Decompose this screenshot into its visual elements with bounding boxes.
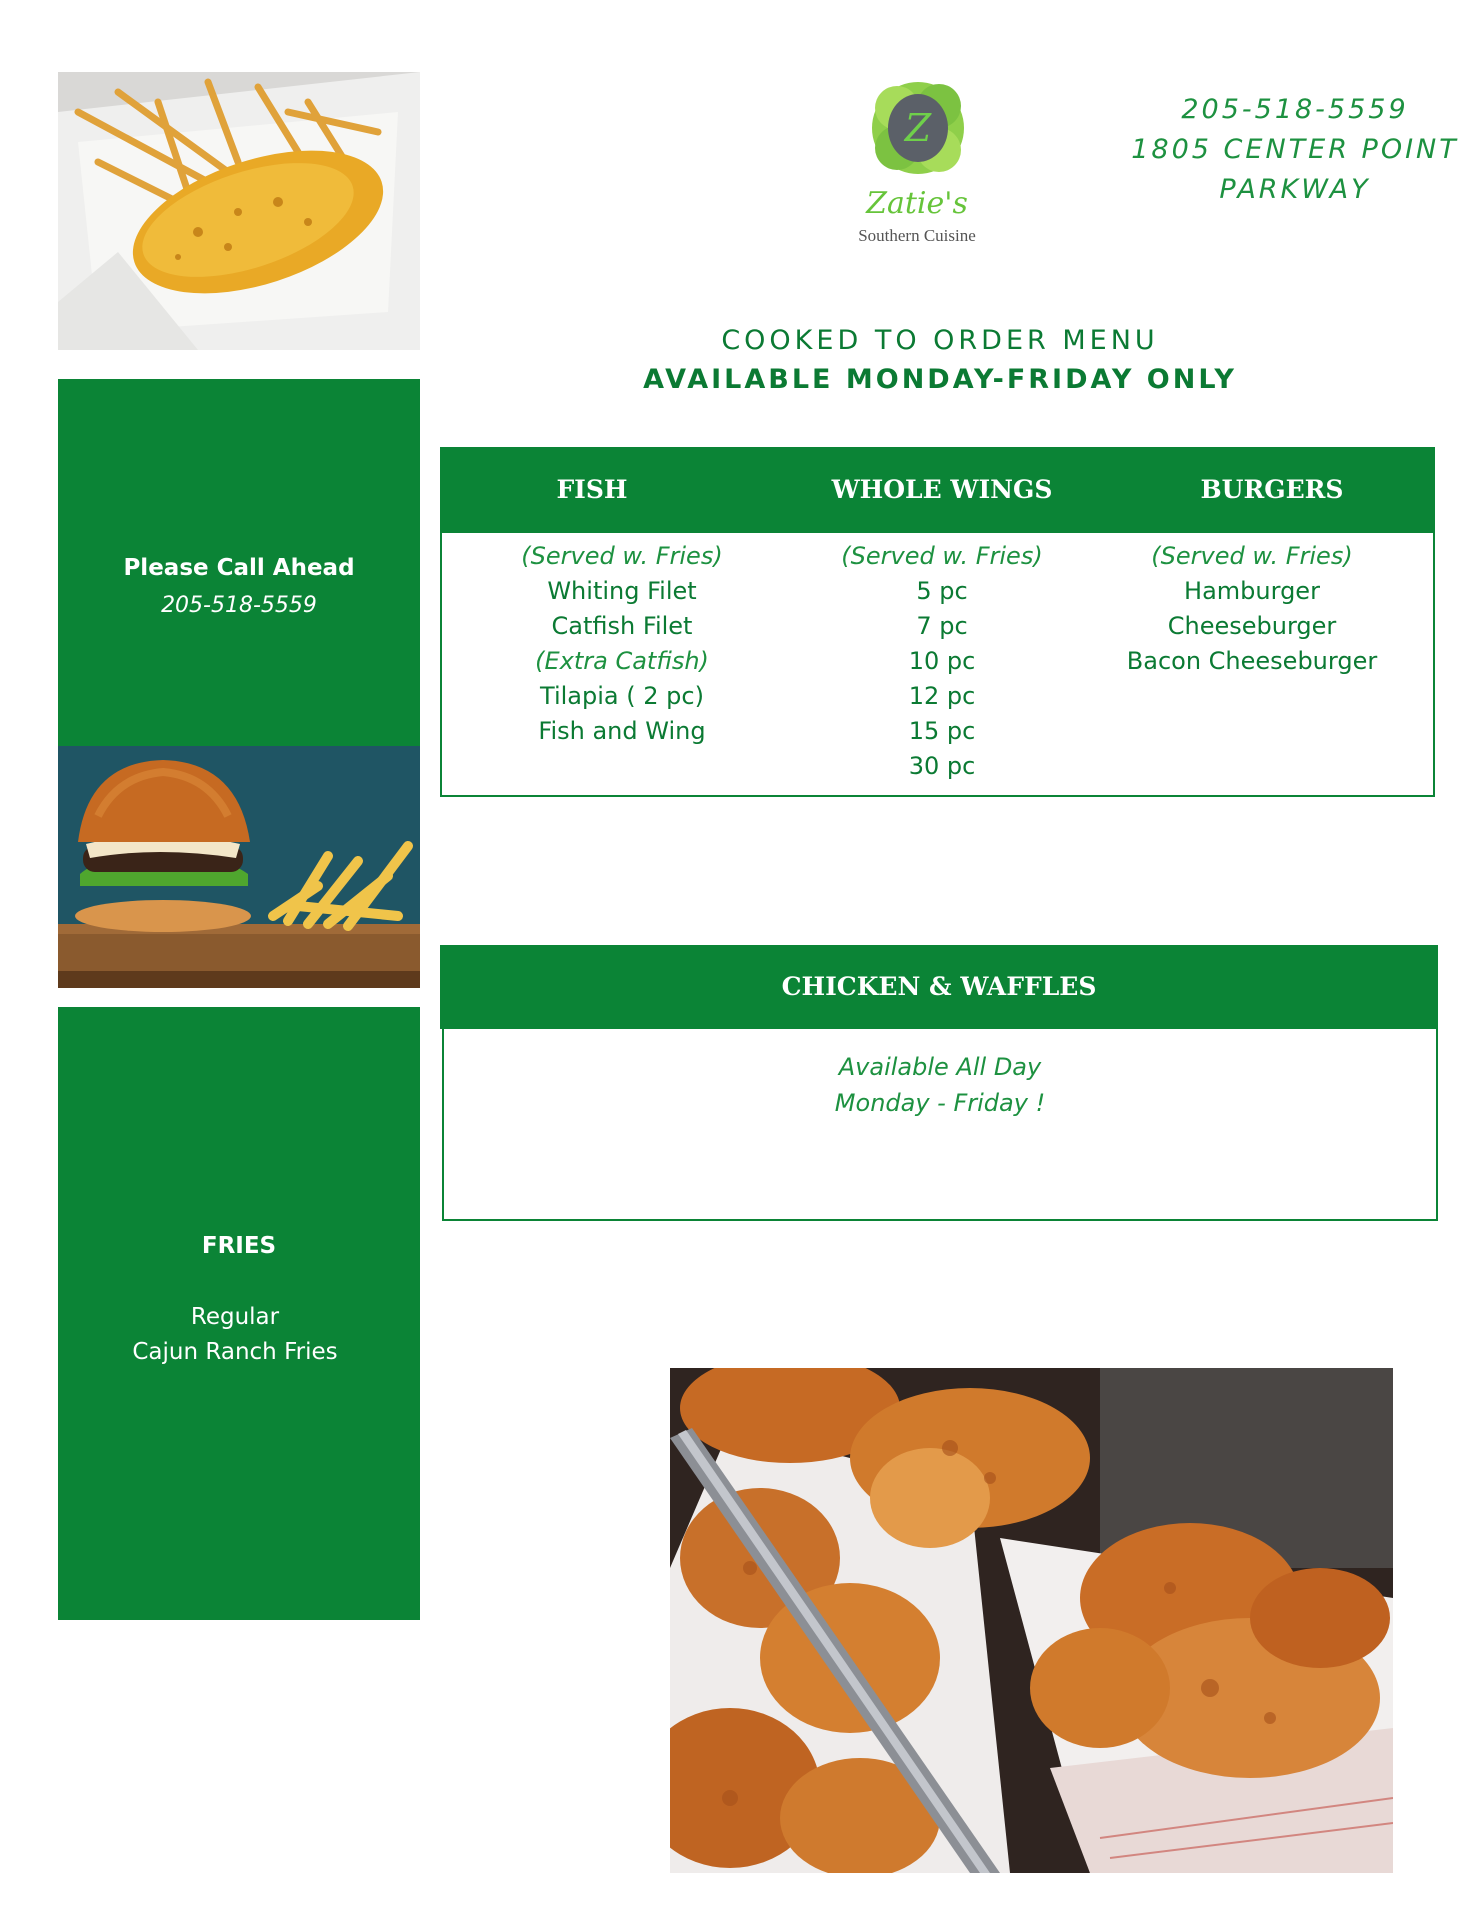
menu-table-header: [442, 449, 1433, 533]
chicken-waffles-line2: Monday - Friday !: [834, 1089, 1046, 1117]
menu-item: Whiting Filet: [547, 577, 697, 605]
menu-availability: AVAILABLE MONDAY-FRIDAY ONLY: [643, 364, 1237, 395]
brand-name: Zatie's: [866, 186, 968, 221]
fish-header: FISH: [556, 475, 628, 504]
burgers-column: [1102, 539, 1402, 679]
fries-panel: [58, 1007, 420, 1620]
menu-item: (Served w. Fries): [1151, 542, 1353, 570]
menu-item: (Extra Catfish): [535, 647, 709, 675]
wings-column: [792, 539, 1092, 784]
menu-item: Bacon Cheeseburger: [1126, 647, 1378, 675]
menu-item: 12 pc: [908, 682, 976, 710]
menu-item: (Served w. Fries): [521, 542, 723, 570]
menu-heading: [440, 325, 1440, 395]
chicken-waffles-line1: Available All Day: [838, 1053, 1042, 1081]
call-ahead-phone: 205-518-5559: [161, 593, 317, 618]
menu-item: Tilapia ( 2 pc): [540, 682, 704, 710]
menu-item: 10 pc: [908, 647, 976, 675]
fish-column: [472, 539, 772, 749]
menu-item: 5 pc: [916, 577, 968, 605]
menu-item: 30 pc: [908, 752, 976, 780]
brand-subtitle: Southern Cuisine: [858, 226, 976, 245]
contact-address-line1: 1805 CENTER POINT: [1131, 134, 1459, 165]
logo-emblem-icon: [867, 78, 969, 178]
contact-phone: 205-518-5559: [1181, 94, 1409, 125]
contact-block: [1110, 90, 1480, 210]
fries-item-cajun: Cajun Ranch Fries: [132, 1339, 338, 1365]
chicken-waffles-body: [442, 1029, 1438, 1221]
menu-item: Cheeseburger: [1167, 612, 1337, 640]
menu-item: 15 pc: [908, 717, 976, 745]
svg-text:Z: Z: [904, 106, 932, 150]
call-ahead-panel: [58, 379, 420, 746]
fries-item-regular: Regular: [190, 1304, 280, 1330]
wings-header: WHOLE WINGS: [831, 475, 1053, 504]
menu-title: COOKED TO ORDER MENU: [721, 325, 1159, 356]
menu-table: [440, 447, 1435, 797]
menu-item: 7 pc: [916, 612, 968, 640]
burger-photo: [58, 746, 420, 988]
contact-address-line2: PARKWAY: [1219, 174, 1371, 205]
burgers-header: BURGERS: [1200, 475, 1344, 504]
fries-title: FRIES: [201, 1233, 277, 1259]
chicken-waffles-box: [440, 945, 1438, 1221]
call-ahead-title: Please Call Ahead: [123, 555, 355, 581]
menu-item: (Served w. Fries): [841, 542, 1043, 570]
brand-logo: [842, 78, 992, 250]
menu-item: Fish and Wing: [538, 717, 706, 745]
menu-item: Catfish Filet: [551, 612, 693, 640]
fried-chicken-photo: [670, 1368, 1393, 1873]
menu-item: Hamburger: [1184, 577, 1320, 605]
chicken-waffles-header: CHICKEN & WAFFLES: [440, 945, 1438, 1029]
fish-fries-photo: [58, 72, 420, 350]
